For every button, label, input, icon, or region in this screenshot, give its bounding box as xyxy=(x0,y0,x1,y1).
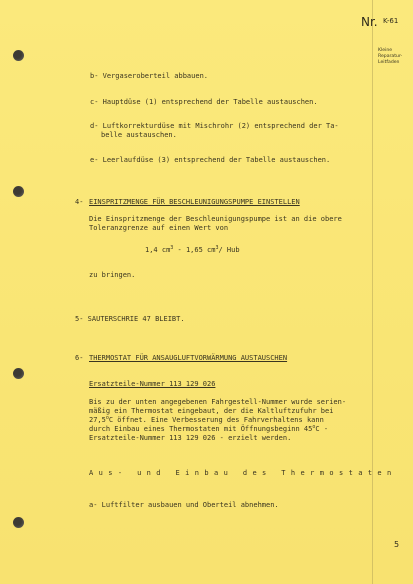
brand-line: Kleine xyxy=(378,48,393,53)
formula-part-1: 1,4 cm xyxy=(145,246,171,254)
section-6-text-4 xyxy=(89,425,328,433)
formula xyxy=(145,246,240,254)
binder-hole-1 xyxy=(13,50,24,61)
section-6-number: 6- xyxy=(75,354,84,362)
formula-part-3: / Hub xyxy=(218,246,240,254)
subheading-removal-installation: Aus- und Einbau des Thermostaten xyxy=(89,469,397,477)
part-number: Ersatzteile-Nummer 113 129 026 xyxy=(89,380,216,388)
formula-exponent-2: 3 xyxy=(215,245,219,251)
step-c: c- Hauptdüse (1) entsprechend der Tabelle austauschen. xyxy=(90,98,318,106)
header-nr-label: Nr. xyxy=(361,15,378,29)
margin-rule xyxy=(372,0,373,584)
section-4-text-3: zu bringen. xyxy=(89,271,136,279)
section-4-text-2: Toleranzgrenze auf einen Wert von xyxy=(89,224,229,232)
binder-hole-4 xyxy=(13,517,24,528)
binder-hole-3 xyxy=(13,368,24,379)
brand-line: Leitfaden xyxy=(378,60,400,65)
section-4-title: EINSPRITZMENGE FÜR BESCHLEUNIGUNGSPUMPE EINSTELLEN xyxy=(89,198,300,206)
header-brand xyxy=(378,48,412,66)
step-d-line2: belle austauschen. xyxy=(101,131,177,139)
formula-exponent-1: 3 xyxy=(170,245,174,251)
section-5: 5- SAUTERSCHRIE 47 BLEIBT. xyxy=(75,315,185,323)
section-6-title: THERMOSTAT FÜR ANSAUGLUFTVORWÄRMUNG AUSTAUSCHEN xyxy=(89,354,288,362)
binder-hole-2 xyxy=(13,186,24,197)
section-6-text-5: Ersatzteile-Nummer 113 129 026 - erzielt werden. xyxy=(89,434,292,442)
section-6-text-4-start: durch Einbau eines Thermostaten mit Öffnungsbeginn 45 xyxy=(89,425,313,433)
section-6-text-3 xyxy=(89,416,324,424)
section-4-text-1: Die Einspritzmenge der Beschleunigungspumpe ist an die obere xyxy=(89,215,342,223)
section-6-text-4-rest: C - xyxy=(315,425,329,433)
formula-part-2: - 1,65 cm xyxy=(173,246,216,254)
degree-mark: o xyxy=(105,415,109,421)
degree-mark: o xyxy=(312,424,316,430)
brand-line: Reparatur- xyxy=(378,54,403,59)
step-a: a- Luftfilter ausbauen und Oberteil abnehmen. xyxy=(89,501,279,509)
temperature-value-1: 27,5 xyxy=(89,416,106,424)
step-d-line1: d- Luftkorrekturdüse mit Mischrohr (2) entsprechend der Ta- xyxy=(90,122,339,130)
step-e: e- Leerlaufdüse (3) entsprechend der Tabelle austauschen. xyxy=(90,156,331,164)
section-4-number: 4- xyxy=(75,198,84,206)
header-code: K-61 xyxy=(383,17,399,25)
section-6-text-3-rest: C öffnet. Eine Verbesserung des Fahrverhaltens kann xyxy=(108,416,324,424)
section-6-text-1: Bis zu der unten angegebenen Fahrgestell-Nummer wurde serien- xyxy=(89,398,347,406)
page-number: 5 xyxy=(394,540,400,549)
step-b: b- Vergaseroberteil abbauen. xyxy=(90,72,209,80)
section-6-text-2: mäßig ein Thermostat eingebaut, der die Kaltluftzufuhr bei xyxy=(89,407,334,415)
